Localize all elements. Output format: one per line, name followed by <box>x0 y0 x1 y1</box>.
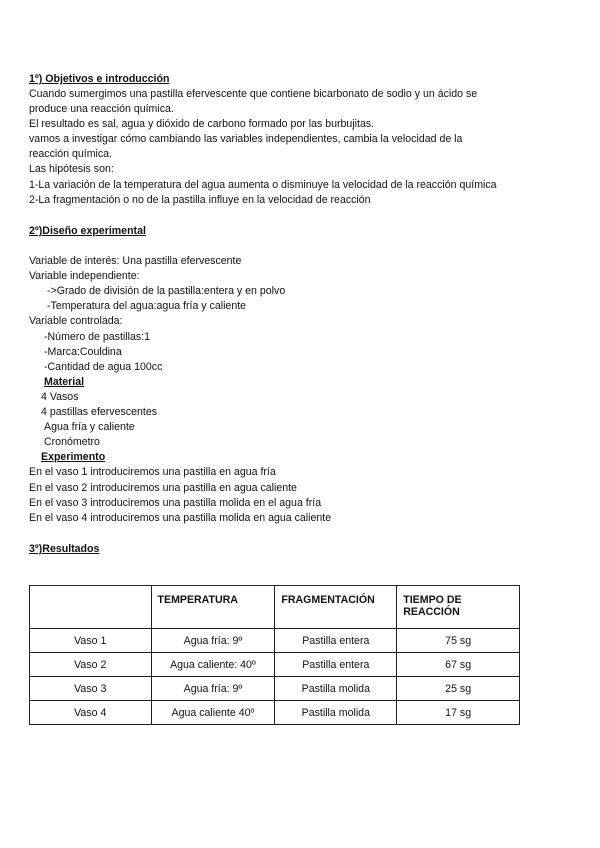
hypothesis-1: 1-La variación de la temperatura del agua aumenta o disminuye la velocidad de la reacción química <box>29 179 497 191</box>
section1-line: El resultado es sal, agua y dióxido de carbono formado por las burbujitas. <box>29 118 375 130</box>
cell-vaso: Vaso 2 <box>30 653 152 677</box>
cell-fragmentacion: Pastilla molida <box>275 677 397 701</box>
cell-fragmentacion: Pastilla entera <box>275 653 397 677</box>
variable-controlada: Variable controlada: <box>29 315 123 327</box>
vc-item: -Cantidad de agua 100cc <box>44 361 163 373</box>
material-item: 4 Vasos <box>41 391 79 403</box>
section1-line: Las hipótesis son: <box>29 163 114 175</box>
table-row <box>30 701 520 725</box>
cell-tiempo: 17 sg <box>397 701 520 725</box>
cell-temperatura: Agua caliente: 40º <box>151 653 275 677</box>
table-row <box>30 629 520 653</box>
table-header-tiempo: TIEMPO DE REACCIÓN <box>397 586 520 629</box>
section2-heading: 2º)Diseño experimental <box>29 225 146 237</box>
cell-fragmentacion: Pastilla molida <box>275 701 397 725</box>
results-table <box>29 585 520 725</box>
vi-item: -Temperatura del agua:agua fría y caliente <box>47 300 247 312</box>
material-item: 4 pastillas efervescentes <box>41 406 158 418</box>
section1-heading: 1º) Objetivos e introducción <box>29 73 170 85</box>
experimento-item: En el vaso 2 introduciremos una pastilla en agua caliente <box>29 482 297 494</box>
cell-vaso: Vaso 4 <box>30 701 152 725</box>
section1-line: vamos a investigar cómo cambiando las variables independientes, cambia la velocidad de la <box>29 133 463 145</box>
section1-line: Cuando sumergimos una pastilla efervescente que contiene bicarbonato de sodio y un ácido se <box>29 88 478 100</box>
variable-independiente: Variable independiente: <box>29 270 140 282</box>
experimento-heading: Experimento <box>41 451 106 463</box>
section3-heading: 3º)Resultados <box>29 543 100 555</box>
cell-vaso: Vaso 1 <box>30 629 152 653</box>
material-heading: Material <box>44 376 85 388</box>
table-header-temperatura: TEMPERATURA <box>151 586 275 629</box>
table-header-empty <box>30 586 152 629</box>
table-row <box>30 653 520 677</box>
cell-tiempo: 67 sg <box>397 653 520 677</box>
table-header-fragmentacion: FRAGMENTACIÓN <box>275 586 397 629</box>
cell-temperatura: Agua fría: 9º <box>151 629 275 653</box>
vi-item: ->Grado de división de la pastilla:entera y en polvo <box>47 285 286 297</box>
hypothesis-2: 2-La fragmentación o no de la pastilla influye en la velocidad de reacción <box>29 194 371 206</box>
vc-item: -Marca:Couldina <box>44 346 122 358</box>
cell-vaso: Vaso 3 <box>30 677 152 701</box>
vc-item: -Número de pastillas:1 <box>44 331 150 343</box>
experimento-item: En el vaso 4 introduciremos una pastilla molida en agua caliente <box>29 512 332 524</box>
cell-temperatura: Agua caliente 40º <box>151 701 275 725</box>
variable-interes: Variable de interés: Una pastilla efervescente <box>29 255 242 267</box>
cell-temperatura: Agua fría: 9º <box>151 677 275 701</box>
material-item: Cronómetro <box>44 436 100 448</box>
section1-line: reacción química. <box>29 148 113 160</box>
experimento-item: En el vaso 3 introduciremos una pastilla molida en el agua fría <box>29 497 322 509</box>
cell-tiempo: 75 sg <box>397 629 520 653</box>
cell-tiempo: 25 sg <box>397 677 520 701</box>
cell-fragmentacion: Pastilla entera <box>275 629 397 653</box>
table-header-row <box>30 586 520 629</box>
material-item: Agua fría y caliente <box>44 421 135 433</box>
table-row <box>30 677 520 701</box>
experimento-item: En el vaso 1 introduciremos una pastilla en agua fría <box>29 466 276 478</box>
section1-line: produce una reacción química. <box>29 103 174 115</box>
